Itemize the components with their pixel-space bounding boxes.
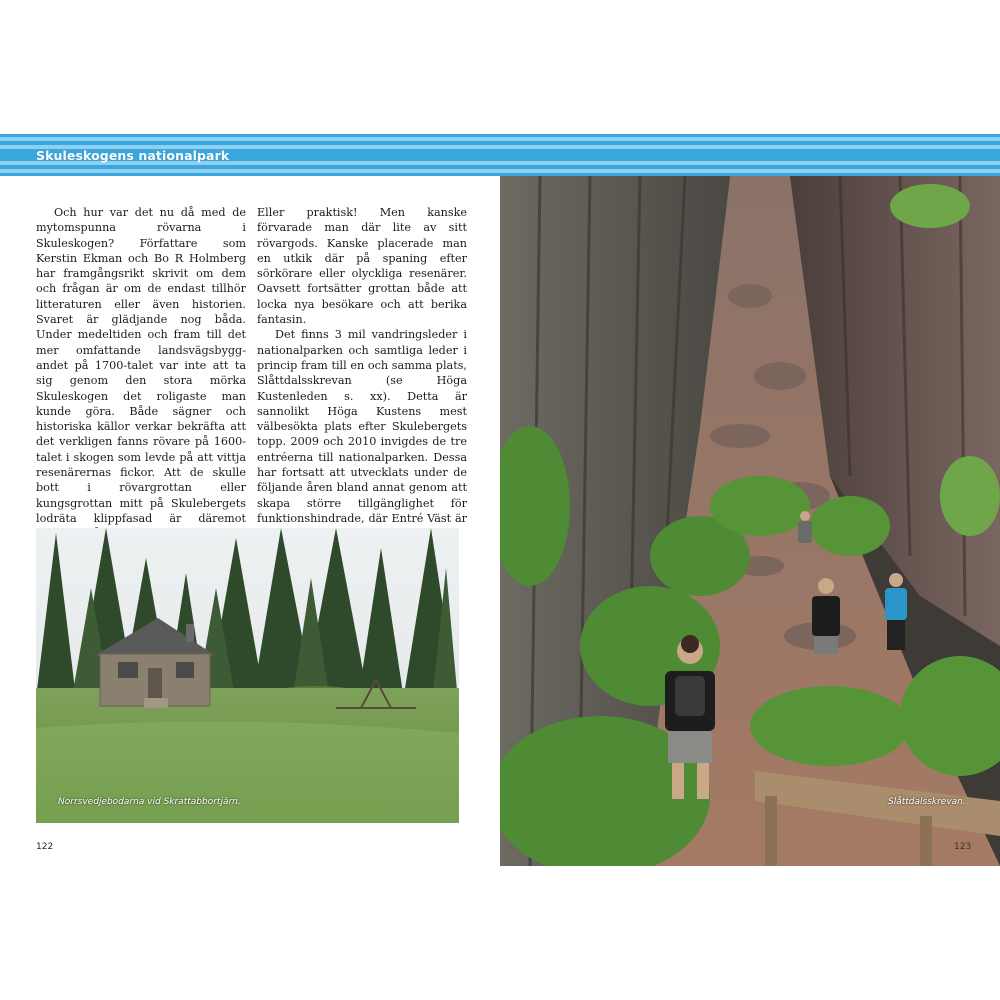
page-number-left: 122: [36, 842, 54, 852]
cabin-photo-caption: Norrsvedjebodarna vid Skrattabbortjärn.: [58, 797, 241, 807]
page-number-right: 123: [954, 842, 972, 852]
section-title: Skuleskogens nationalpark: [36, 148, 230, 163]
body-paragraph: Eller praktisk! Men kanske förvarade man där lite av sitt rövargods. Kanske placerade man en utkik där på spaning efter sörkörare eller olyckliga resenärer. Oavsett fortsätter grottan både att locka nya besökare och att berika fantasin.: [257, 206, 467, 327]
crevice-photo-caption: Slåttdalsskrevan.: [888, 797, 966, 807]
cabin-photo: [36, 528, 459, 823]
body-paragraph: Det finns 3 mil vandringsleder i nationalparken och samtliga leder i princip fram till en och samma plats, Slåttdalsskrevan (se Höga Kustenleden s. xx). Detta är sannolikt Höga Kustens mest välbesökta plats efter Skulebergets topp. 2009 och 2010 invigdes de tre entréerna till nationalparken. Dessa har fortsatt att utvecklats under de följande åren bland annat genom att skapa större tillgänglighet för funktionshindrade, där Entré Väst är: [257, 328, 467, 525]
body-paragraph: Och hur var det nu då med de mytomspunna rövarna i Skuleskogen? Författare som Kerstin Ekman och Bo R Holmberg har framgångsrikt skrivit om dem och frågan är om de endast tillhör litteraturen eller även historien. Svaret är glädjande nog båda. Under medeltiden och fram till det mer omfattande landsvägsbyggandet på 1700-talet var inte att ta sig genom den stora mörka Skuleskogen det roligaste man kunde göra. Både sägner och historiska källor verkar bekräfta att det verkligen fanns rövare på 1600-talet i skogen som levde på att vittja resenärernas fickor. Att de skulle bott i rövargrottan eller kungsgrottan mitt på Skulebergets lodräta klippfasad är däremot: [36, 206, 246, 525]
left-text-column: [36, 205, 246, 557]
right-text-column: [257, 205, 467, 542]
crevice-photo: [500, 176, 1000, 866]
